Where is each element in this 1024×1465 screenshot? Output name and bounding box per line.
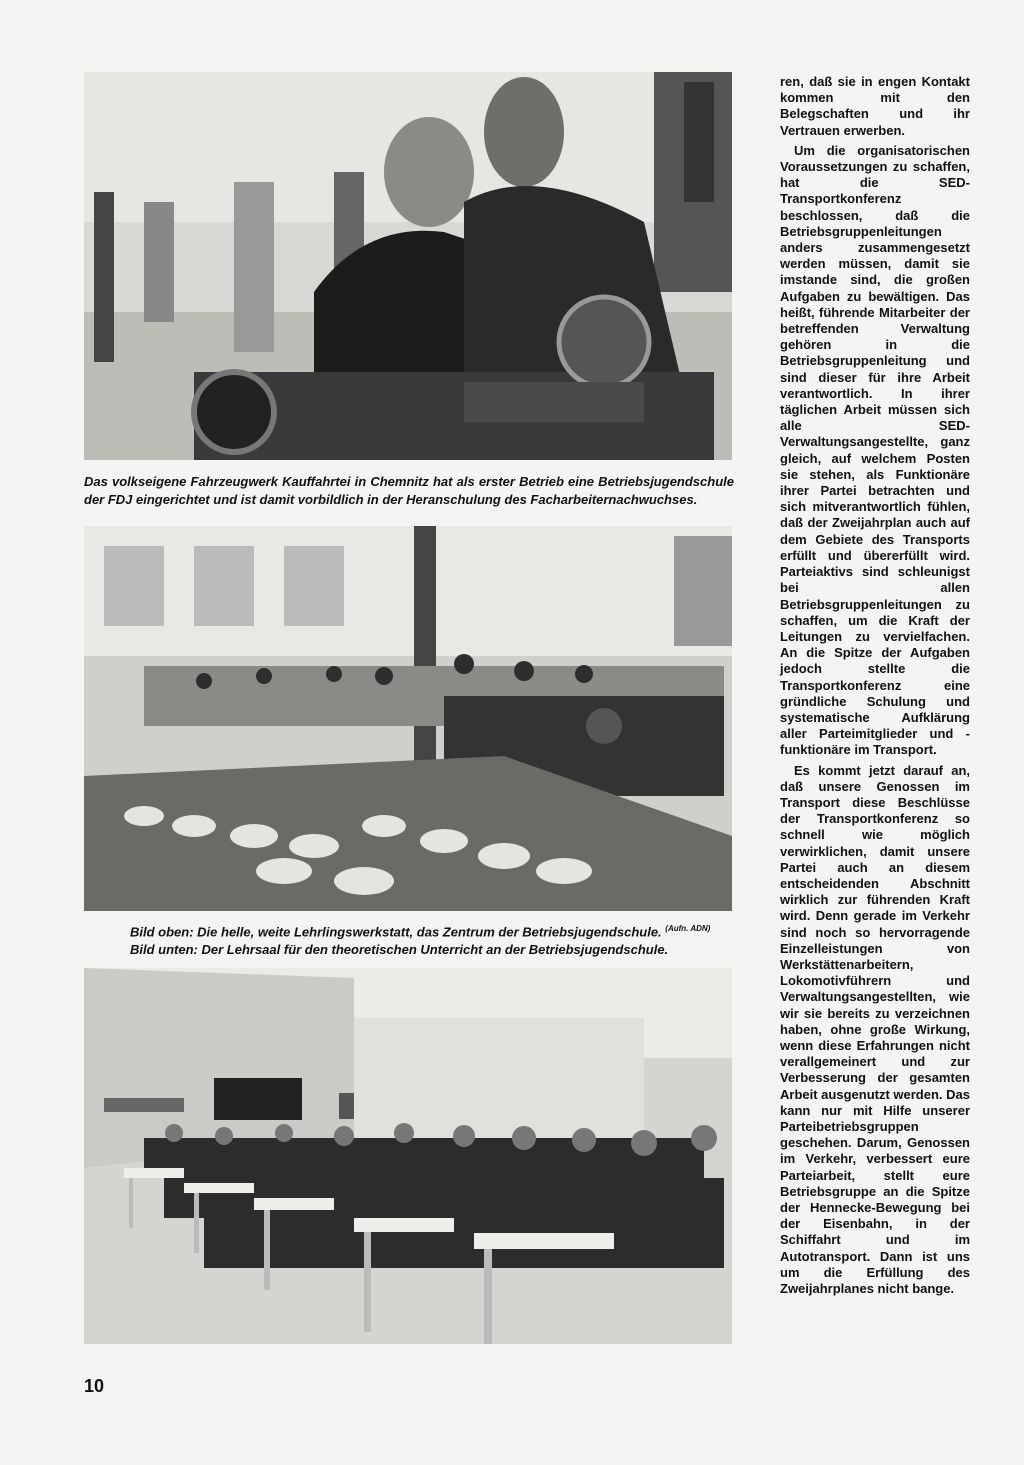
photo-caption-top: Das volkseigene Fahrzeugwerk Kauffahrtei in Chemnitz hat als erster Betrieb eine Betriebsjugendschule der FDJ eingerichtet und ist damit vorbildlich in der Heranschulung des Facharbeiternachwuchses.	[84, 474, 734, 507]
column-paragraph: Um die organisatorischen Voraussetzungen zu schaffen, hat die SED-Transportkonferenz beschlossen, daß die Betriebsgruppenleitungen anders zusammengesetzt werden müssen, damit sie imstande sind, die großen Aufgaben zu bewältigen. Das heißt, führende Mitarbeiter der betreffenden Verwaltung gehören in die Betriebsgruppenleitung und sind dieser für ihre Arbeit verantwortlich. In ihrer täglichen Arbeit müssen sich alle SED-Verwaltungsangestellte, ganz gleich, auf welchem Posten sie stehen, als Funktionäre ihrer Partei betrachten und sich mitverantwortlich fühlen, daß der Zweijahrplan auch auf dem Gebiete des Transports erfüllt und übererfüllt wird. Parteiaktivs sind schleunigst bei allen Betriebsgruppenleitungen zu schaffen, um die Kraft der Leitungen zu vervielfachen. An die Spitze der Aufgaben jedoch stellte die Transportkonferenz eine gründliche Schulung und systematische Aufklärung aller Parteimitglieder und -funktionäre im Transport.	[780, 142, 970, 758]
photo-credit: (Aufn. ADN)	[665, 924, 711, 933]
caption-line-above: Bild oben: Die helle, weite Lehrlingswerkstatt, das Zentrum der Betriebsjugendschule. $^{(Aufn. ADN)}$	[130, 924, 711, 940]
page-number: 10	[84, 1376, 105, 1396]
column-paragraph: Es kommt jetzt darauf an, daß unsere Genossen im Transport diese Beschlüsse der Transportkonferenz so schnell wie möglich verwirklichen, damit unsere Partei auch an diesem entscheidenden Abschnitt wirklich zur führenden Kraft wird. Denn gerade im Verkehr sind noch so hervorragende Einzelleistungen von Werkstättenarbeitern, Lokomotivführern und Verwaltungsangestellten, wie wir sie bereits zu verzeichnen haben, ohne große Wirkung, wenn diese Erfahrungen nicht verallgemeinert und zur Verbesserung der gesamten Arbeit ausgenutzt werden. Das kann nur mit Hilfe unserer Parteibetriebsgruppen geschehen. Darum, Genossen im Verkehr, verbessert eure Parteiarbeit, stellt eure Betriebsgruppe an die Spitze der Hennecke-Bewegung bei der Eisenbahn, in der Schiffahrt und im Autotransport. Dann ist uns um die Erfüllung des Zweijahrplanes nicht bange.	[780, 762, 970, 1297]
photo-caption-middle	[130, 920, 740, 959]
column-paragraph: ren, daß sie in engen Kontakt kommen mit den Belegschaften und ihr Vertrauen erwerben.	[780, 74, 970, 138]
article-column	[780, 74, 970, 1301]
apprentice-workshop-photo	[84, 526, 732, 911]
caption-line-below: Bild unten: Der Lehrsaal für den theoretischen Unterricht an der Betriebsjugendschule.	[130, 942, 669, 958]
lathe-training-photo	[84, 72, 732, 460]
classroom-photo	[84, 968, 732, 1344]
